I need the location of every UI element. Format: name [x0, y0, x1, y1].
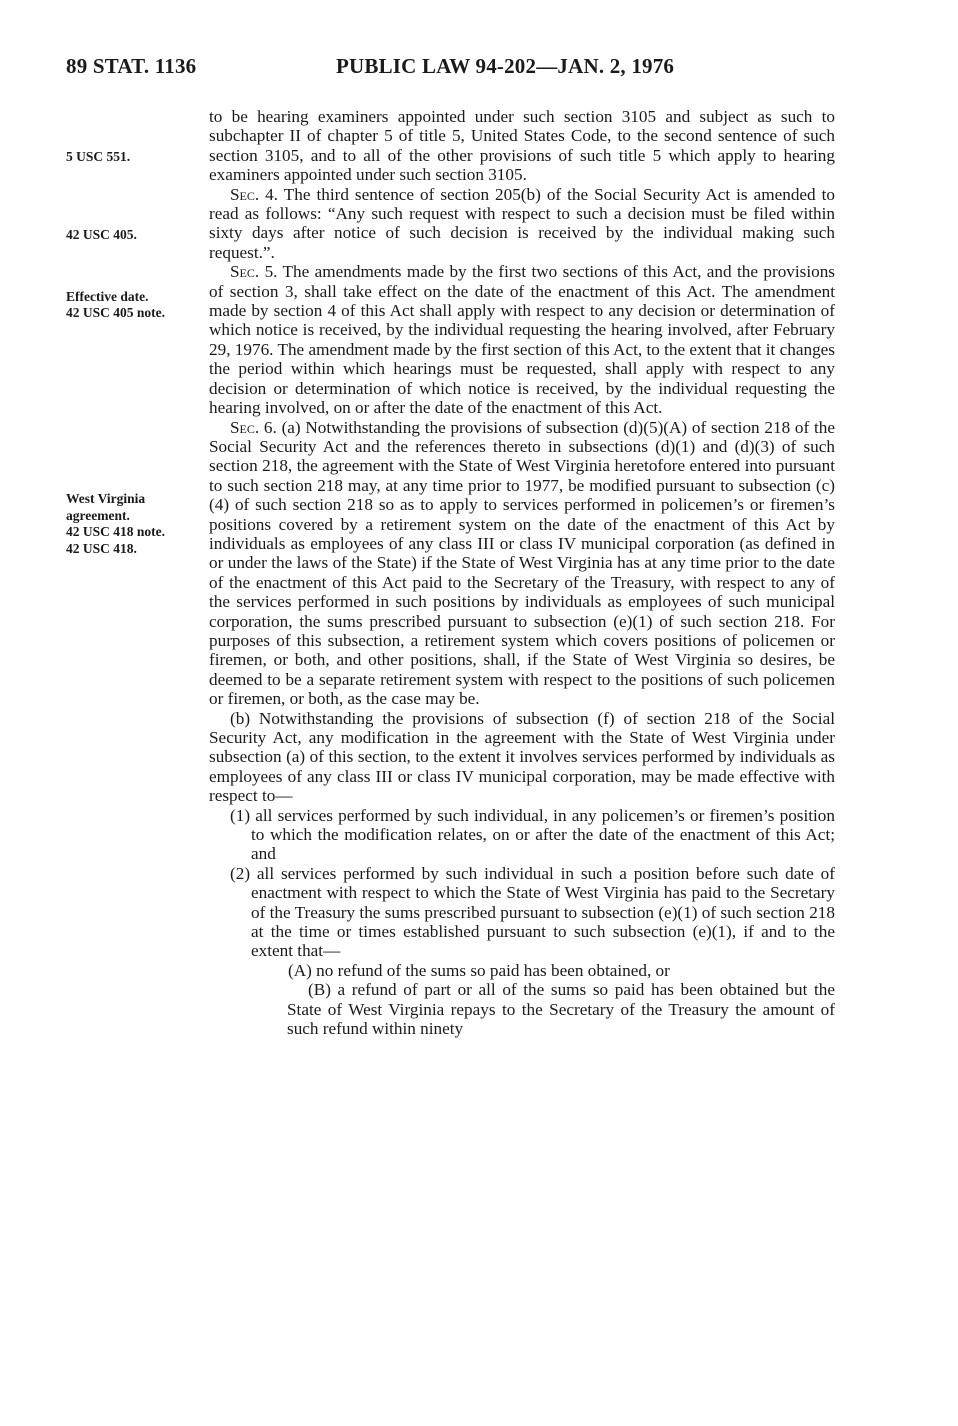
paragraph-sec-4	[209, 185, 835, 263]
list-item-a: (A) no refund of the sums so paid has been obtained, or	[288, 960, 670, 980]
margin-note-5-usc-551: 5 USC 551.	[66, 149, 131, 164]
margin-note-42-usc-405: 42 USC 405.	[66, 227, 137, 242]
margin-note-42-usc-418-note: 42 USC 418 note.	[66, 524, 166, 539]
section-text: The third sentence of section 205(b) of the Social Security Act is amended to read as follows: “Any such request with respect to such a decision must be filed within sixty days after notice of such decision is received by the individual making such request.”.	[209, 184, 835, 262]
running-header: PUBLIC LAW 94-202—JAN. 2, 1976	[336, 54, 675, 78]
margin-note-42-usc-405-note: 42 USC 405 note.	[66, 305, 166, 320]
section-label: Sec. 6.	[230, 417, 277, 437]
list-item-1: (1) all services performed by such individual, in any policemen’s or firemen’s position to which the modification relates, on or after the date of the enactment of this Act; and	[230, 805, 835, 864]
margin-note-42-usc-418: 42 USC 418.	[66, 541, 137, 556]
document-body	[209, 107, 835, 1039]
margin-note-agreement: agreement.	[66, 508, 130, 523]
paragraph-sec-5	[209, 262, 835, 417]
margin-note-west-virginia: West Virginia	[66, 491, 146, 506]
paragraph-subsection-b: (b) Notwithstanding the provisions of subsection (f) of section 218 of the Social Security Act, any modification in the agreement with the State of West Virginia under subsection (a) of this section, to the extent it involves services performed by individuals as employees of any class III or class IV municipal corporation, may be made effective with respect to—	[209, 708, 835, 806]
paragraph-continued: to be hearing examiners appointed under such section 3105 and subject as such to subchapter II of chapter 5 of title 5, United States Code, to the second sentence of such section 3105, and to all of the other provisions of such title 5 which apply to hearing examiners appointed under such section 3105.	[209, 107, 835, 185]
section-text: The amendments made by the first two sections of this Act, and the provisions of section 3, shall take effect on the date of the enactment of this Act. The amendment made by section 4 of this Act shall apply with respect to any decision or determination of which notice is received, by the individual requesting the hearing involved, after February 29, 1976. The amendment made by the first section of this Act, to the extent that it changes the period within which hearings must be requested, shall apply with respect to any decision or determination of which notice is received, by the individual requesting the hearing involved, on or after the date of the enactment of this Act.	[209, 262, 835, 418]
margin-note-effective-date: Effective date.	[66, 289, 149, 304]
page-citation: 89 STAT. 1136	[66, 54, 197, 78]
section-text: (a) Notwithstanding the provisions of subsection (d)(5)(A) of section 218 of the Social Security Act and the references thereto in subsections (d)(1) and (d)(3) of such section 218, the agreement with the State of West Virginia heretofore entered into pursuant to such section 218 may, at any time prior to 1977, be modified pursuant to subsection (c)(4) of such section 218 so as to apply to services performed in policemen’s or firemen’s positions covered by a retirement system on the date of the enactment of this Act by individuals as employees of any class III or class IV municipal corporation (as defined in or under the laws of the State) if the State of West Virginia has at any time prior to the date of the enactment of this Act paid to the Secretary of the Treasury, with respect to any of the services performed in such positions by individuals as employees of such municipal corporation, the sums prescribed pursuant to subsection (e)(1) of such section 218. For purposes of this subsection, a retirement system which covers positions of policemen or firemen, or both, and other positions, shall, if the State of West Virginia so desires, be deemed to be a separate retirement system with respect to the positions of such policemen or firemen, or both, as the case may be.	[209, 417, 835, 709]
list-item-2: (2) all services performed by such individual in such a position before such date of enactment with respect to which the State of West Virginia has paid to the Secretary of the Treasury the sums prescribed pursuant to subsection (e)(1) of such section 218 at the time or times established pursuant to such subsection (e)(1), if and to the extent that—	[230, 863, 835, 961]
section-label: Sec. 5.	[230, 262, 278, 282]
section-label: Sec. 4.	[230, 184, 279, 204]
paragraph-sec-6	[209, 418, 835, 709]
list-item-b: (B) a refund of part or all of the sums so paid has been obtained but the State of West Virginia repays to the Secretary of the Treasury the amount of such refund within ninety	[287, 980, 835, 1039]
